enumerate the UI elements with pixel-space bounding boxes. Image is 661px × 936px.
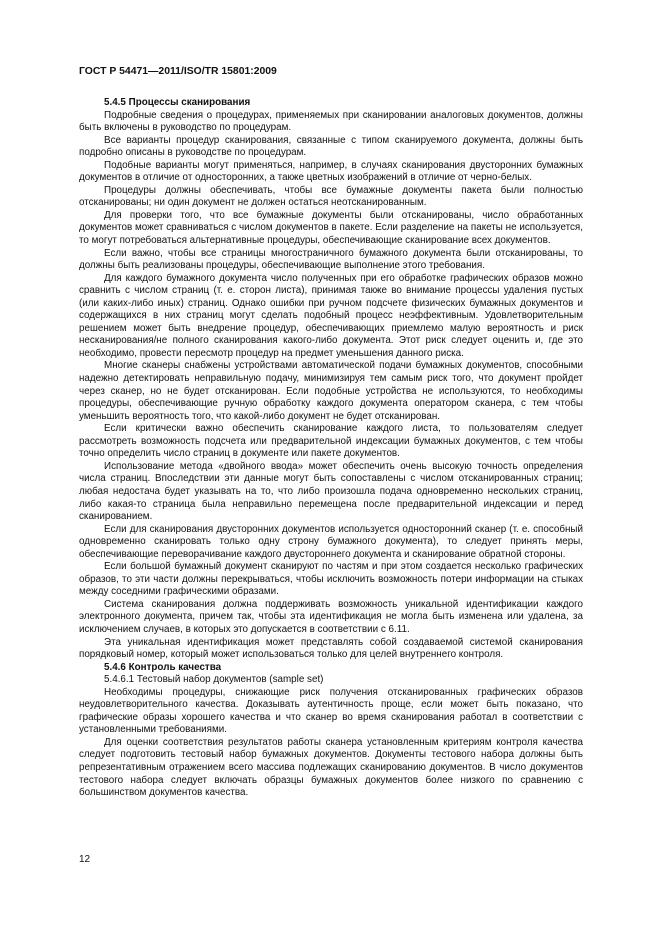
paragraph: Процедуры должны обеспечивать, чтобы все бумажные документы пакета были полностью отсканированы; ни один документ не должен остаться неотсканированным. bbox=[79, 184, 583, 209]
section-heading-545: 5.4.5 Процессы сканирования bbox=[104, 97, 251, 108]
paragraph: Для проверки того, что все бумажные документы были отсканированы, число обработанных документов может сравниваться с числом документов в пакете. Если разделение на пакеты не используется, то могут потребоваться альтернативные процедуры, обеспечивающие сканирование всех документов. bbox=[79, 209, 583, 247]
paragraph: Все варианты процедур сканирования, связанные с типом сканируемого документа, должны быть подробно описаны в руководстве по процедурам. bbox=[79, 134, 583, 159]
paragraph: Подробные сведения о процедурах, применяемых при сканировании аналоговых документов, должны быть включены в руководство по процедурам. bbox=[79, 109, 583, 134]
subsection-heading-5461: 5.4.6.1 Тестовый набор документов (sample set) bbox=[104, 674, 324, 686]
paragraph: Для каждого бумажного документа число полученных при его обработке графических образов можно сравнить с числом страниц (т. е. сторон листа), принимая также во внимание процессы удаления пустых (или каких-либо иных) страниц. Однако ошибки при ручном подсчете физических бумажных документов и содержащихся в них страниц могут сделать подобный процесс неэффективным. Удовлетворительным решением может быть внедрение процедур, обеспечивающих приемлемо малую вероятность и риск несканирования/не полного сканирования какого-либо документа. Этот риск следует оценить и, где это необходимо, провести пересмотр процедур на предмет уменьшения данного риска. bbox=[79, 272, 583, 359]
page-number: 12 bbox=[79, 854, 91, 865]
paragraph: Система сканирования должна поддерживать возможность уникальной идентификации каждого электронного документа, причем так, чтобы эта идентификация не могла быть изменена или удалена, за исключением случаев, в которых это допускается в соответствии с 6.11. bbox=[79, 598, 583, 635]
paragraph: Подобные варианты могут применяться, например, в случаях сканирования двусторонних бумажных документов в отличие от односторонних, а также цветных изображений в отличие от черно-белых. bbox=[79, 159, 583, 184]
paragraph: Если для сканирования двусторонних документов используется односторонний сканер (т. е. способный одновременно сканировать только одну строну бумажного документа), то следует принять меры, обеспечивающие переворачивание каждого двустороннего документа и сканирование обратной стороны. bbox=[79, 523, 583, 560]
page-content bbox=[79, 97, 583, 800]
paragraph: Для оценки соответствия результатов работы сканера установленным критериям контроля качества следует подготовить тестовый набор бумажных документов. Документы тестового набора должны быть репрезентативным отражением всего массива подлежащих сканированию документов. В число документов тестового набора следует включать образцы бумажных документов более низкого по сравнению с большинством документов качества. bbox=[79, 736, 583, 799]
paragraph: Если критически важно обеспечить сканирование каждого листа, то пользователям следует рассмотреть возможность подсчета или предварительной индексации бумажных документов, с тем чтобы точно определить число страниц в документе или пакете документов. bbox=[79, 423, 583, 460]
paragraph: Необходимы процедуры, снижающие риск получения отсканированных графических образов неудовлетворительного качества. Доказывать аутентичность проще, если может быть показано, что графические образы хорошего качества и что сканер во время сканирования работал в соответствии с установленными требованиями. bbox=[79, 686, 583, 736]
paragraph: Если большой бумажный документ сканируют по частям и при этом создается несколько графических образов, то эти части должны перекрываться, чтобы исключить возможность потери информации на стыках между соседними графическими образами. bbox=[79, 561, 583, 598]
standard-header: ГОСТ Р 54471—2011/ISO/TR 15801:2009 bbox=[79, 66, 277, 77]
paragraph: Эта уникальная идентификация может представлять собой создаваемой системой сканирования порядковый номер, который может использоваться только для целей внутреннего контроля. bbox=[79, 636, 583, 661]
paragraph: Многие сканеры снабжены устройствами автоматической подачи бумажных документов, способными надежно детектировать неправильную подачу, минимизируя тем самым риск того, что документ пройдет через сканер, но не будет отсканирован. Если подобные устройства не используются, то необходимы процедуры, обеспечивающие ручную обработку каждого документа оператором сканера, с тем чтобы уменьшить вероятность того, что какой-либо документ не будет отсканирован. bbox=[79, 360, 583, 422]
paragraph: Использование метода «двойного ввода» может обеспечить очень высокую точность определения числа страниц. Впоследствии эти данные могут быть сопоставлены с числом отсканированных страниц; любая недостача будет указывать на то, что либо произошла подача одновременно нескольких страниц, либо какая-то страница была неправильно перемещена после предварительной индексации и перед сканированием. bbox=[79, 460, 583, 523]
section-heading-546: 5.4.6 Контроль качества bbox=[104, 661, 222, 673]
paragraph: Если важно, чтобы все страницы многостраничного бумажного документа были отсканированы, то должны быть реализованы процедуры, обеспечивающие выполнение этого требования. bbox=[79, 247, 583, 272]
